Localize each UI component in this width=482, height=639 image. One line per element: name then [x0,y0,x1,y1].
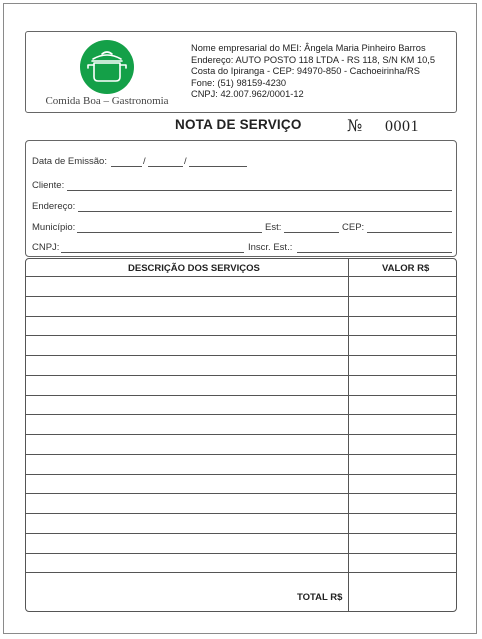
table-row[interactable] [26,572,456,573]
company-cnpj-line: CNPJ: 42.007.962/0001-12 [191,89,304,100]
logo-text: Comida Boa – Gastronomia [45,95,169,107]
table-row[interactable] [26,533,456,534]
table-row[interactable] [26,316,456,317]
services-table [25,258,457,612]
company-address-line: Endereço: AUTO POSTO 118 LTDA - RS 118, S/N KM 10,5 [191,54,436,65]
city-label: Município: [32,222,76,233]
table-row[interactable] [26,335,456,336]
city-field[interactable] [77,232,262,233]
column-divider [348,259,349,611]
table-row[interactable] [26,395,456,396]
table-row[interactable] [26,375,456,376]
cnpj-field[interactable] [61,252,244,253]
address-label: Endereço: [32,201,76,212]
date-year-field[interactable] [189,166,247,167]
table-row[interactable] [26,355,456,356]
table-row[interactable] [26,276,456,277]
emission-date-label: Data de Emissão: [32,156,107,167]
table-row[interactable] [26,493,456,494]
total-label: TOTAL R$ [297,592,343,603]
table-row[interactable] [26,454,456,455]
date-separator: / [143,156,146,167]
state-registration-label: Inscr. Est.: [248,242,293,253]
cnpj-label: CNPJ: [32,242,60,253]
company-phone-line: Fone: (51) 98159-4230 [191,77,287,88]
state-label: Est: [265,222,282,233]
table-row[interactable] [26,434,456,435]
client-field[interactable] [67,190,452,191]
table-row[interactable] [26,296,456,297]
table-row[interactable] [26,414,456,415]
state-field[interactable] [284,232,339,233]
company-name-line: Nome empresarial do MEI: Ângela Maria Pinheiro Barros [191,43,426,53]
address-field[interactable] [78,211,452,212]
number-label: № [347,116,363,135]
company-logo [80,40,134,94]
cooking-pot-icon [80,40,134,94]
date-month-field[interactable] [148,166,183,167]
description-column-header: DESCRIÇÃO DOS SERVIÇOS [128,263,260,274]
company-info [191,43,435,101]
cep-field[interactable] [367,232,452,233]
table-row[interactable] [26,553,456,554]
client-label: Cliente: [32,180,65,191]
cep-label: CEP: [342,222,365,233]
table-row[interactable] [26,474,456,475]
document-title: NOTA DE SERVIÇO [175,117,302,132]
state-registration-field[interactable] [297,252,452,253]
date-day-field[interactable] [111,166,142,167]
table-row[interactable] [26,513,456,514]
value-column-header: VALOR R$ [382,263,430,274]
company-city-line: Costa do Ipiranga - CEP: 94970-850 - Cachoeirinha/RS [191,66,420,77]
document-number: 0001 [385,118,419,135]
date-separator: / [184,156,187,167]
